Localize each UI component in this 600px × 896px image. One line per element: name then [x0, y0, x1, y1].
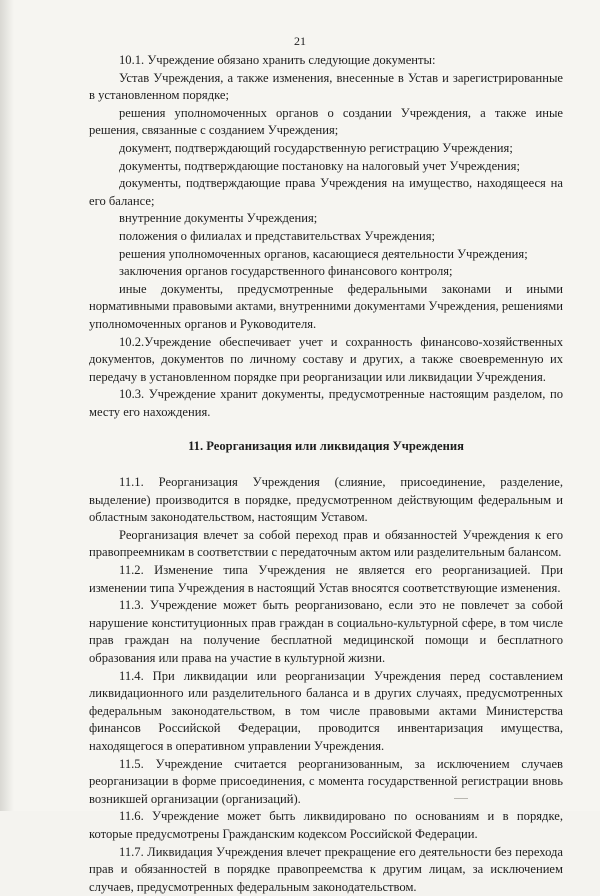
paragraph: 11.5. Учреждение считается реорганизованным, за исключением случаев реорганизации в форме присоединения, с момента государственной регистрации вновь возникшей организации (организаций). — [89, 756, 563, 806]
paragraph: иные документы, предусмотренные федеральными законами и иными нормативными правовыми актами, внутренними документами Учреждения, решениями уполномоченных органов и Руководителя. — [89, 281, 563, 331]
paragraph: 10.2.Учреждение обеспечивает учет и сохранность финансово-хозяйственных документов, документов по личному составу и других, а также своевременную их передачу в установленном порядке при реорганизации или ликвидации Учреждения. — [89, 334, 563, 384]
paragraph: 11.3. Учреждение может быть реорганизовано, если это не повлечет за собой нарушение конституционных прав граждан в социально-культурной сфере, в том числе прав граждан на получение бесплатной медицинской помощи и бесплатного образования или права на участие в культурной жизни. — [89, 598, 563, 665]
paragraph: документ, подтверждающий государственную регистрацию Учреждения; — [119, 140, 513, 155]
paragraph: Устав Учреждения, а также изменения, внесенные в Устав и зарегистрированные в установленном порядке; — [89, 70, 563, 103]
paragraph: 11.2. Изменение типа Учреждения не является его реорганизацией. При изменении типа Учреждения в настоящий Устав вносятся соответствующие изменения. — [89, 563, 563, 595]
scan-mark — [454, 798, 468, 803]
paragraph: 10.3. Учреждение хранит документы, предусмотренные настоящим разделом, по месту его нахождения. — [89, 387, 563, 419]
paragraph: 11.4. При ликвидации или реорганизации Учреждения перед составлением ликвидационного или разделительного баланса и в других случаях, предусмотренных федеральным законодательством, в том числе правовыми актами Министерства финансов Российской Федерации, проводится инвентаризация имущества, находящегося в оперативном управлении Учреждения. — [89, 668, 563, 753]
paragraph: 11.6. Учреждение может быть ликвидировано по основаниям и в порядке, которые предусмотрены Гражданским кодексом Российской Федерации. — [89, 809, 563, 841]
section-heading: 11. Реорганизация или ликвидация Учреждения — [188, 439, 464, 454]
paragraph: заключения органов государственного финансового контроля; — [119, 264, 453, 279]
paragraph: документы, подтверждающие постановку на налоговый учет Учреждения; — [119, 158, 520, 173]
paragraph: внутренние документы Учреждения; — [119, 211, 318, 226]
document-body — [89, 52, 563, 896]
paragraph: 11.1. Реорганизация Учреждения (слияние, присоединение, разделение, выделение) производится в порядке, предусмотренном действующим федеральным и областным законодательством, настоящим Уставом. — [89, 475, 563, 525]
paragraph: документы, подтверждающие права Учреждения на имущество, находящееся на его балансе; — [89, 176, 563, 208]
paragraph: положения о филиалах и представительствах Учреждения; — [119, 228, 435, 243]
paragraph: решения уполномоченных органов, касающиеся деятельности Учреждения; — [119, 246, 528, 261]
page-number: 21 — [294, 34, 306, 48]
paragraph: 10.1. Учреждение обязано хранить следующие документы: — [119, 53, 436, 67]
paragraph: 11.7. Ликвидация Учреждения влечет прекращение его деятельности без перехода прав и обязанностей в порядке правопреемства к другим лицам, за исключением случаев, предусмотренных федеральным законодательством. — [89, 844, 563, 894]
paragraph: Реорганизация влечет за собой переход прав и обязанностей Учреждения к его правопреемникам в соответствии с передаточным актом или разделительным балансом. — [89, 527, 563, 560]
scan-shadow-edge — [0, 0, 14, 811]
paragraph: решения уполномоченных органов о создании Учреждения, а также иные решения, связанные с созданием Учреждения; — [89, 105, 563, 138]
